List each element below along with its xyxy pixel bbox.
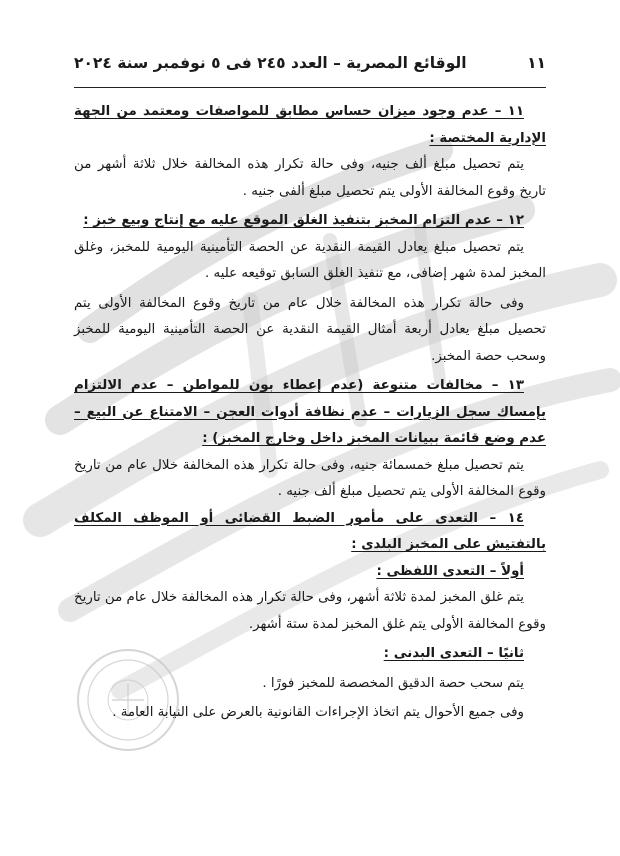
item-14-verbal-penalty: يتم غلق المخبز لمدة ثلاثة أشهر، وفى حالة تكرار هذه المخالفة خلال عام من تاريخ وقوع المخالفة الأولى يتم غلق المخبز لمدة ستة أشهر.	[74, 590, 546, 632]
item-12-repeat-penalty: وفى حالة تكرار هذه المخالفة خلال عام من تاريخ وقوع المخالفة الأولى يتم تحصيل مبلغ يعادل أربعة أمثال القيمة النقدية عن الحصة التأمينية اليومية للمخبز وسحب حصة المخبز.	[74, 295, 546, 364]
item-14-subheading-physical: ثانيًا – التعدى البدنى :	[383, 646, 524, 661]
item-14-subheading-verbal: أولاً – التعدى اللفظى :	[376, 563, 524, 579]
item-14-physical-penalty: يتم سحب حصة الدقيق المخصصة للمخبز فورًا .	[262, 675, 524, 691]
page-header	[74, 54, 546, 72]
header-divider	[74, 87, 546, 88]
item-12-heading: ١٢ – عدم التزام المخبز بتنفيذ الغلق الموقع عليه مع إنتاج وبيع خبز :	[83, 213, 524, 228]
closing-note: وفى جميع الأحوال يتم اتخاذ الإجراءات القانونية بالعرض على النيابة العامة .	[112, 705, 524, 720]
item-14-heading: ١٤ – التعدى على مأمور الضبط القضائى أو الموظف المكلف بالتفتيش على المخبز البلدى :	[74, 510, 546, 552]
item-11-heading: ١١ – عدم وجود ميزان حساس مطابق للمواصفات ومعتمد من الجهة الإدارية المختصة :	[74, 104, 546, 146]
item-12-penalty: يتم تحصيل مبلغ يعادل القيمة النقدية عن الحصة التأمينية اليومية للمخبز، وغلق المخبز لمدة شهر إضافى، مع تنفيذ الغلق السابق توقيعه عليه .	[74, 239, 546, 281]
page-number: ١١	[527, 54, 546, 72]
document-body	[74, 99, 546, 727]
item-11-penalty: يتم تحصيل مبلغ ألف جنيه، وفى حالة تكرار هذه المخالفة خلال ثلاثة أشهر من تاريخ وقوع المخالفة الأولى يتم تحصيل مبلغ ألفى جنيه .	[74, 157, 546, 199]
header-title: الوقائع المصرية – العدد ٢٤٥ فى ٥ نوفمبر سنة ٢٠٢٤	[74, 54, 467, 72]
item-13-penalty: يتم تحصيل مبلغ خمسمائة جنيه، وفى حالة تكرار هذه المخالفة خلال عام من تاريخ وقوع المخالفة الأولى يتم تحصيل مبلغ ألف جنيه .	[74, 457, 546, 499]
item-13-heading: ١٣ – مخالفات متنوعة (عدم إعطاء بون للمواطن – عدم الالتزام بإمساك سجل الزيارات – عدم نظافة أدوات العجن – الامتناع عن البيع – عدم وضع قائمة ببيانات المخبز داخل وخارج المخبز) :	[74, 378, 546, 446]
